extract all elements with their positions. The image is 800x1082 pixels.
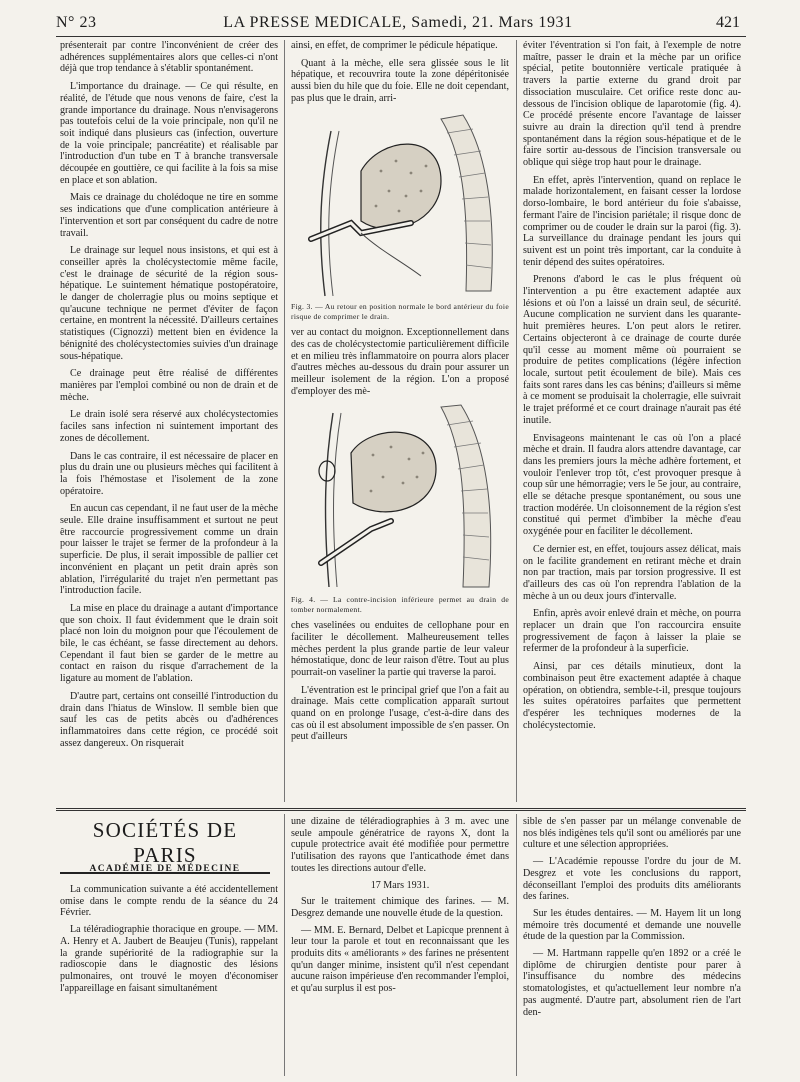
- column-divider: [516, 40, 517, 802]
- column-2: [291, 40, 509, 802]
- paragraph: Sur le traitement chimique des farines. — M. Desgrez demande une nouvelle étude de la question.: [291, 896, 509, 919]
- figure-4-illustration: [291, 403, 509, 591]
- paragraph: En effet, après l'intervention, quand on replace le malade horizontalement, en faisant cesser la lordose dorso-lombaire, le bord antérieur du foie s'abaisse, fermant l'aire de l'incision pariétale; il risque donc de comprimer ou de couder le drain sur la paroi (fig. 3). La surveillance du drainage pendant les jours qui suivent est un point très important, car la conduite à tenir dépend des suites opératoires.: [523, 174, 741, 268]
- issue-number: N° 23: [56, 14, 97, 31]
- paragraph: Enfin, après avoir enlevé drain et mèche, on pourra replacer un drain que l'on raccourcira ensuite progressivement de façon à laisser la plaie se refermer de la profondeur à la superficie.: [523, 608, 741, 655]
- societes-column-2: [291, 816, 509, 1000]
- societes-column-1: [60, 884, 278, 999]
- paragraph: La téléradiographie thoracique en groupe. — MM. A. Henry et A. Jaubert de Beaujeu (Tunis), rappelant la grande supériorité de la radiographie sur la radioscopie dans le diagnostic des lésions pulmonaires, ont trouvé le moyen d'économiser l'appareillage en faisant simultanément: [60, 924, 278, 994]
- column-divider: [284, 40, 285, 802]
- paragraph: — L'Académie repousse l'ordre du jour de M. Desgrez et vote les conclusions du rapport, déconseillant l'emploi des produits dits améliorants des farines.: [523, 856, 741, 903]
- column-3: [523, 40, 741, 802]
- header-rule: [56, 36, 746, 37]
- paragraph: L'éventration est le principal grief que l'on a fait au drainage. Mais cette complication apparaît surtout quand on en prolonge l'usage, c'est-à-dire dans des cas où il est absolument impossible de s'en passer. On peut d'ailleurs: [291, 684, 509, 743]
- paragraph: La communication suivante a été accidentellement omise dans le compte rendu de la séance du 24 Février.: [60, 884, 278, 919]
- running-header: [56, 14, 740, 38]
- page-number: 421: [716, 14, 740, 31]
- paragraph: La mise en place du drainage a autant d'importance que son choix. Il faut évidemment que le drain soit placé non loin du moignon pour que l'écoulement de bile, le cas échéant, se fasse directement au dehors. Cependant il faut bien se garder de le mettre au contact en raison du risque d'arrachement de la ligature au moment de l'ablation.: [60, 602, 278, 685]
- societes-column-3: [523, 816, 741, 1023]
- paragraph: ver au contact du moignon. Exceptionnellement dans des cas de cholécystectomie particulièrement difficile et en milieu très inflammatoire on pourra alors placer d'autres mèches au-dessous du drain pour assurer un meilleur isolement de la région. L'on a proposé d'employer des mè-: [291, 327, 509, 397]
- paragraph: En aucun cas cependant, il ne faut user de la mèche seule. Elle draine insuffisamment et surtout ne peut être raccourcie progressivement comme un drain pour laisser le trajet se fermer de la profondeur à la superficie. De plus, il serait impossible de pallier cet inconvénient en plaçant un petit drain après son ablation, l'irrégularité du trajet n'en permettant pas l'introduction facile.: [60, 503, 278, 597]
- paragraph: ainsi, en effet, de comprimer le pédicule hépatique.: [291, 40, 498, 51]
- column-1: [60, 40, 278, 802]
- column-divider: [516, 814, 517, 1076]
- figure-4-caption: Fig. 4. — La contre-incision inférieure permet au drain de tomber normalement.: [291, 595, 509, 614]
- paragraph: Prenons d'abord le cas le plus fréquent où l'intervention a pu être exactement adaptée aux lésions et où l'on a laissé un drain seul, de sécurité. Aucune complication ne survient dans les quarante-huit premières heures. L'on peut alors le retirer. Certains objecteront à ce drainage de courte durée qu'il cesse au moment même où pourraient se produire de petites complications (légère infection locale, surtout petit écoulement de bile). Mais ces faits sont rares dans les cas bénins; d'ailleurs si même à ce moment se produisait la cholerragie, elle suivrait le trajet préformé et ce court drainage n'aurait pas été inutile.: [523, 274, 741, 426]
- paragraph: ches vaselinées ou enduites de cellophane pour en faciliter le décollement. Malheureusement telles mèches perdent la plus grande partie de leur valeur hémostatique, donc de leur raison d'être. Tout au plus pourrait-on vaseliner la partie qui traverse la paroi.: [291, 620, 509, 678]
- figure-3-illustration: [291, 111, 509, 299]
- paragraph: L'importance du drainage. — Ce qui résulte, en réalité, de l'étude que nous venons de faire, c'est la grande importance du drainage. Nous n'envisagerons pas toutefois celui de la voie principale, non qu'il ne soit indiqué dans plusieurs cas (infection, ouverture de la voie principale; pancréatite) et réalisable par l'introduction d'un tube en T à branche transversale découpée en gouttière, ce qui facilite à la fois sa mise en place et son ablation.: [60, 81, 278, 186]
- paragraph: sible de s'en passer par un mélange convenable de nos blés indigènes tels qu'il sont ou améliorés par une culture et une sélection appropriées.: [523, 816, 741, 851]
- paragraph: Quant à la mèche, elle sera glissée sous le lit hépatique, et recouvrira toute la zone dépéritonisée aussi bien du hile que du foie. Elle ne doit cependant, pas plus que le drain, arri-: [291, 57, 509, 104]
- figure-4: [291, 403, 509, 614]
- paragraph: Le drainage sur lequel nous insistons, et qui est à conseiller après la cholécystectomie même facile, c'est le drainage de sécurité de la région sous-hépatique. Le suintement hématique postopératoire, le danger de cholerragie plus ou moins septique et qu'aucune technique ne permet d'éviter de façon certaine, en montrent la nécessité. D'ailleurs certaines statistiques (Cignozzi) mettent bien en évidence la bénignité des cholécystectomies suivies d'un drainage sous-hépatique.: [60, 245, 278, 362]
- paragraph: D'autre part, certains ont conseillé l'introduction du drain dans l'hiatus de Winslow. Il semble bien que sauf les cas de petits abcès ou d'adhérences inflammatoires dans cette région, ce procédé soit assez dangereux. On risquerait: [60, 690, 278, 749]
- subsection-heading: ACADÉMIE DE MÉDECINE: [89, 864, 241, 874]
- paragraph: — MM. E. Bernard, Delbet et Lapicque prennent à leur tour la parole et tout en reconnaissant que les produits dits « améliorants » des farines ne présentent qu'un danger minime, insistent qu'il n'est cependant aucune raison impérieuse d'en recommander l'emploi, et qu'au surplus il est pos-: [291, 924, 509, 995]
- paragraph: Envisageons maintenant le cas où l'on a placé mèche et drain. Il faudra alors attendre davantage, car dans les premiers jours la mèche adhère fortement, et vouloir l'enlever trop tôt, c'est provoquer presque à coup sûr une hémorragie; vers le 5e jour, au contraire, elle se détache presque spontanément, ou sous une traction modérée. Un cloisonnement de la région s'est constitué qui permet d'imbiber la mèche d'eau oxygénée pour en faciliter le décollement.: [523, 432, 741, 538]
- section-heading: SOCIÉTÉS DE PARIS: [60, 818, 270, 874]
- journal-title: LA PRESSE MEDICALE, Samedi, 21. Mars 1931: [223, 14, 573, 31]
- paragraph: Ce dernier est, en effet, toujours assez délicat, mais on le facilite grandement en retirant mèche et drain non par traction, mais par torsion progressive. Il est d'ailleurs des cas où l'on reprendra l'ablation de la mèche à un ou deux jours d'intervalle.: [523, 543, 741, 602]
- paragraph: Dans le cas contraire, il est nécessaire de placer en plus du drain une ou plusieurs mèches qui facilitent à la fois l'hémostase et l'isolement de la zone opératoire.: [60, 450, 278, 497]
- column-divider: [284, 814, 285, 1076]
- session-date: 17 Mars 1931.: [370, 879, 430, 891]
- figure-3: [291, 111, 509, 322]
- paragraph: Sur les études dentaires. — M. Hayem lit un long mémoire très documenté et demande une nouvelle étude de la question par la Commission.: [523, 907, 741, 943]
- paragraph: Ainsi, par ces détails minutieux, dont la combinaison peut être exactement adaptée à chaque opération, on obtiendra, semble-t-il, presque toujours les suites opératoires parfaites que permettent d'espérer les techniques modernes de la cholécystectomie.: [523, 661, 741, 731]
- paragraph: — M. Hartmann rappelle qu'en 1892 or a créé le diplôme de chirurgien dentiste pour parer à l'insuffisance du nombre des médecins stomatologistes, et qu'actuellement leur nombre n'a pas augmenté. D'autre part, absolument rien de l'art den-: [523, 948, 741, 1018]
- section-rule: [56, 808, 746, 811]
- paragraph: Mais ce drainage du cholédoque ne tire en somme ses indications que d'une complication antérieure à l'intervention et sort par conséquent du cadre de notre travail.: [60, 192, 278, 239]
- paragraph: Le drain isolé sera réservé aux cholécystectomies faciles sans infection ni suintement important des zones de décollement.: [60, 409, 278, 444]
- paragraph: Ce drainage peut être réalisé de différentes manières par l'emploi combiné ou non de drain et de mèche.: [60, 368, 278, 403]
- paragraph: une dizaine de téléradiographies à 3 m. avec une seule ampoule génératrice de rayons X, dont la cupule protectrice avait été modifiée pour permettre l'utilisation des rayons que l'anticathode émet dans toutes les directions autour d'elle.: [291, 816, 509, 874]
- paragraph: éviter l'éventration si l'on fait, à l'exemple de notre maître, passer le drain et la mèche par un orifice spécial, petite boutonnière verticale pratiquée à travers la partie externe du grand droit par dissociation musculaire. Cet orifice reste donc au-dessous de l'incision oblique de laparotomie (fig. 4). Ce procédé présente encore l'avantage de laisser suivre au drain la direction qu'il tend à prendre spontanément dans la région sous-hépatique et de le faire sortir au-dessous de l'incision transversale ou oblique qui siège trop haut pour le drainage.: [523, 40, 741, 169]
- paragraph: présenterait par contre l'inconvénient de créer des adhérences supplémentaires alors que celles-ci n'ont déjà que trop tendance à s'établir spontanément.: [60, 40, 278, 75]
- figure-3-caption: Fig. 3. — Au retour en position normale le bord antérieur du foie risque de comprimer le drain.: [291, 302, 509, 321]
